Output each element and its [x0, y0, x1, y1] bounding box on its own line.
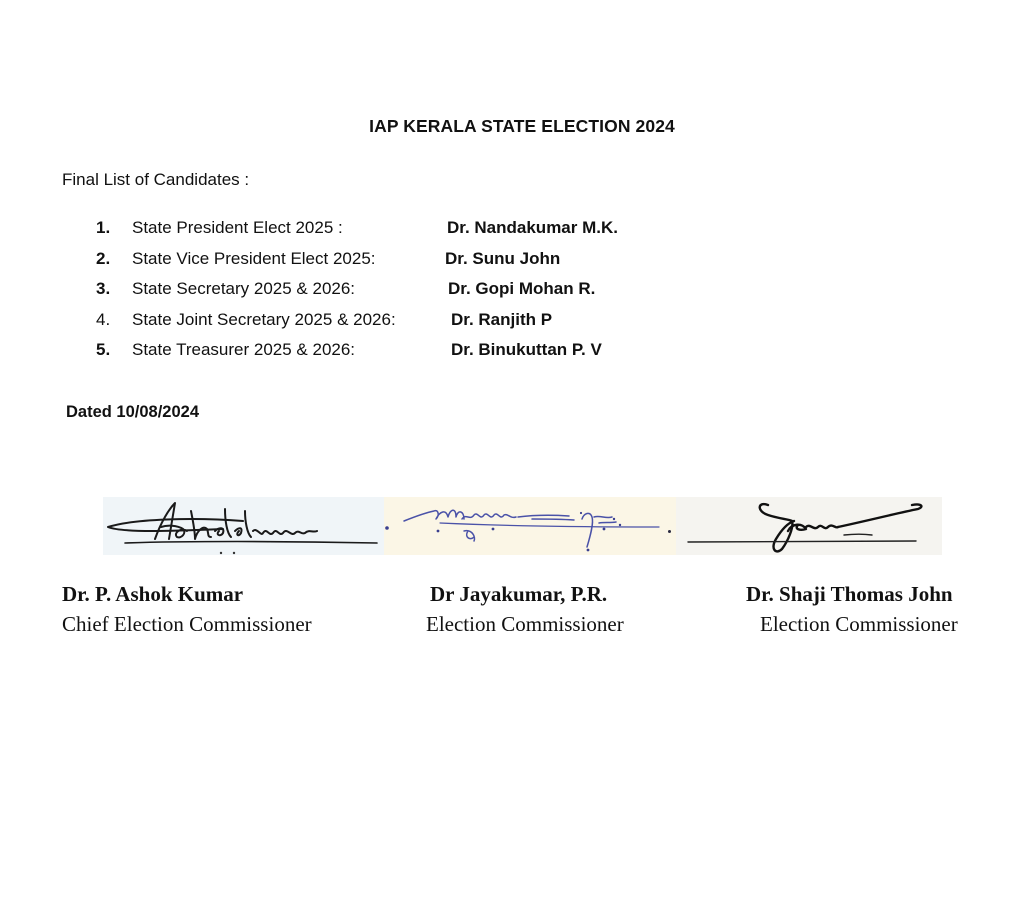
candidate-role: State Vice President Elect 2025: — [132, 248, 376, 268]
signature-image-shaji-thomas-john — [676, 497, 942, 555]
candidate-number: 4. — [96, 309, 111, 329]
candidate-name: Dr. Gopi Mohan R. — [448, 279, 596, 298]
candidate-number: 1. — [96, 218, 111, 237]
signatory-title: Election Commissioner — [760, 612, 958, 636]
signatory-shaji-thomas-john — [746, 580, 958, 641]
signatory-title: Election Commissioner — [426, 612, 624, 636]
candidate-name: Dr. Sunu John — [445, 248, 561, 268]
signatory-name: Dr Jayakumar, P.R. — [430, 582, 608, 606]
signatory-name: Dr. P. Ashok Kumar — [62, 582, 244, 606]
candidate-name: Dr. Binukuttan P. V — [451, 340, 602, 359]
candidate-role: State Secretary 2025 & 2026: — [132, 279, 356, 298]
signature-image-jayakumar — [384, 497, 676, 555]
signatory-title: Chief Election Commissioner — [62, 612, 312, 636]
candidate-name: Dr. Nandakumar M.K. — [447, 218, 618, 237]
candidate-role: State Joint Secretary 2025 & 2026: — [132, 309, 396, 329]
candidate-number: 5. — [96, 340, 111, 359]
signature-icon — [103, 497, 384, 555]
candidate-number: 2. — [96, 248, 111, 268]
signature-icon — [384, 497, 676, 555]
date-line: Dated 10/08/2024 — [66, 403, 200, 421]
document-title: IAP KERALA STATE ELECTION 2024 — [369, 116, 675, 136]
candidate-role: State President Elect 2025 : — [132, 218, 343, 237]
signatory-ashok-kumar — [62, 580, 312, 641]
signature-separator-dot — [668, 530, 671, 533]
candidate-name: Dr. Ranjith P — [451, 309, 553, 329]
signatory-jayakumar — [426, 580, 624, 641]
signature-icon — [676, 497, 942, 555]
signatory-name: Dr. Shaji Thomas John — [746, 582, 953, 606]
candidate-number: 3. — [96, 279, 111, 298]
signature-image-ashok-kumar — [103, 497, 384, 555]
candidates-intro: Final List of Candidates : — [62, 170, 250, 189]
candidate-role: State Treasurer 2025 & 2026: — [132, 340, 356, 359]
